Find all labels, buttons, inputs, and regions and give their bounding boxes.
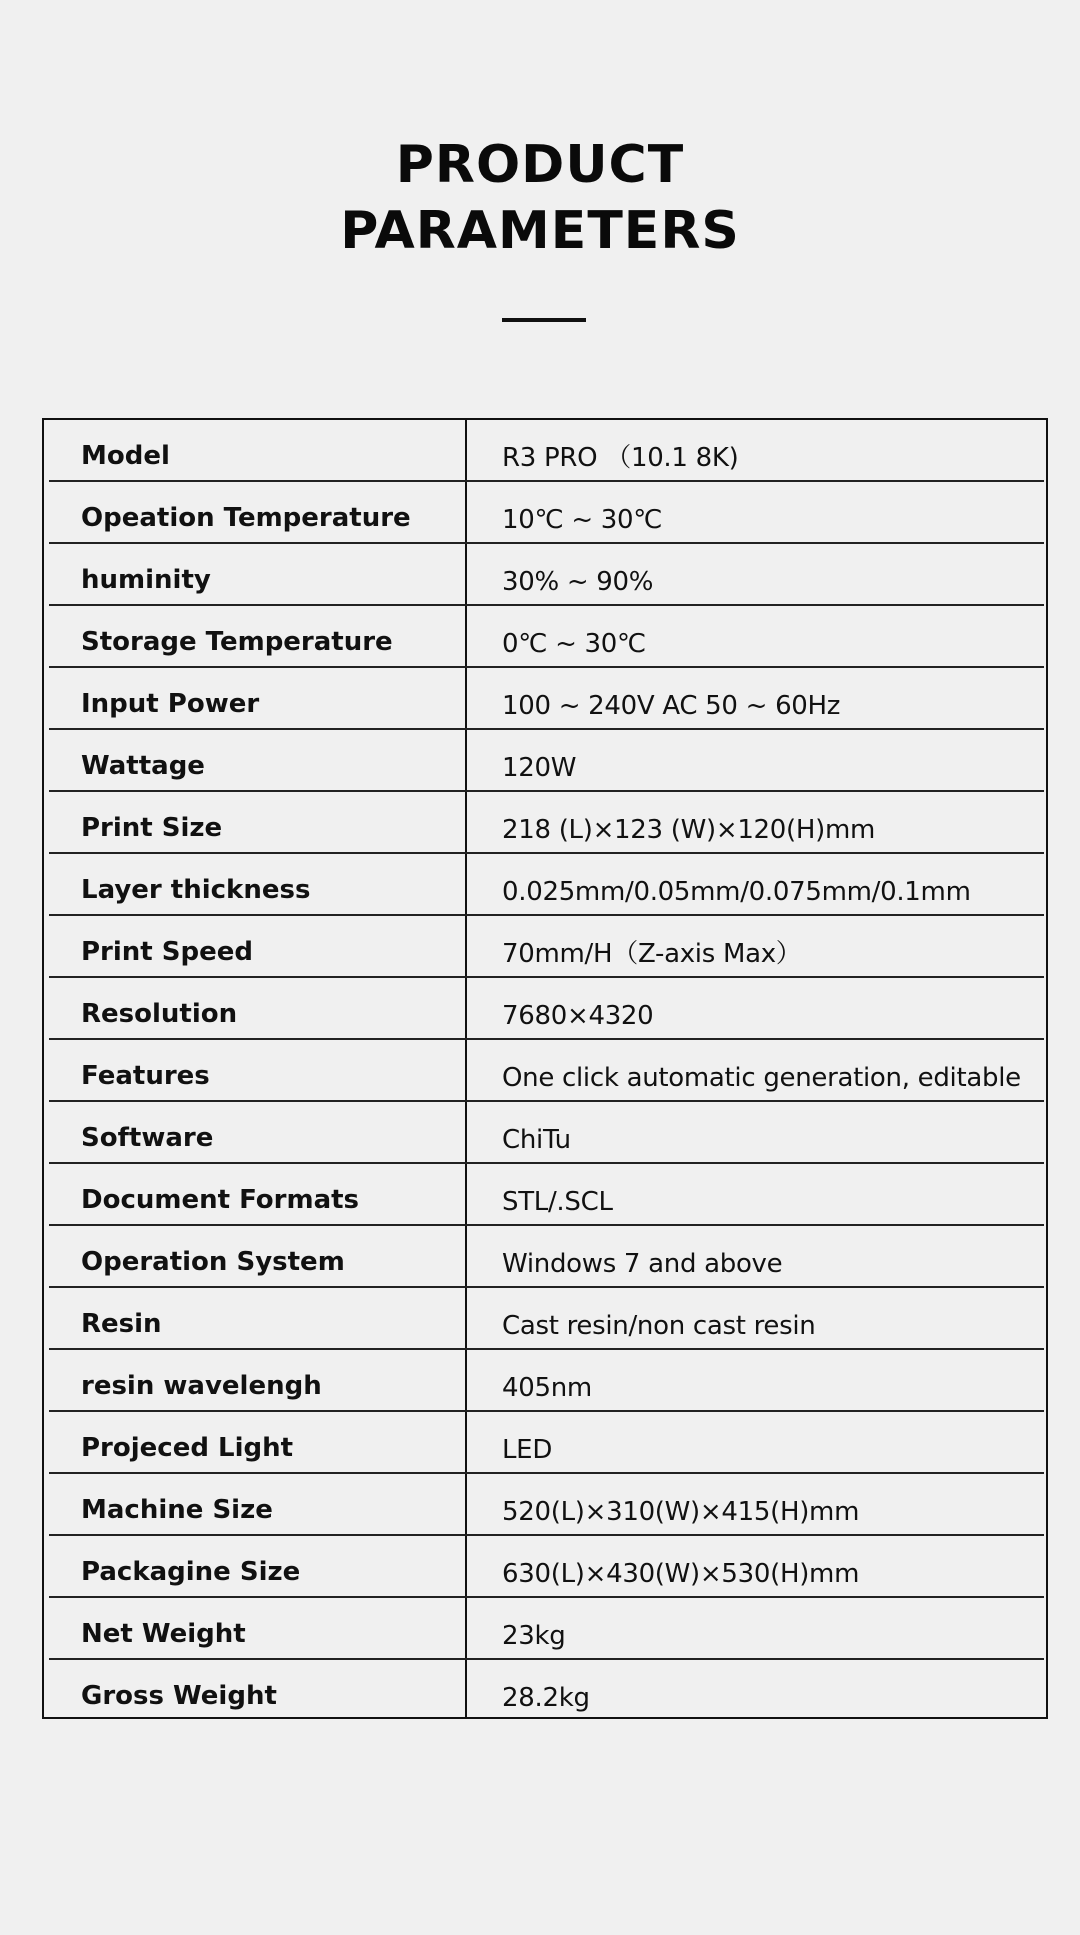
spec-value: 10℃ ~ 30℃ xyxy=(502,505,663,535)
spec-label: Storage Temperature xyxy=(81,627,393,657)
spec-value: R3 PRO （10.1 8K) xyxy=(502,443,739,473)
spec-table xyxy=(42,418,1048,1719)
spec-value: 70mm/H（Z-axis Max） xyxy=(502,939,802,969)
spec-row-features xyxy=(49,1040,1044,1102)
spec-row-input-power xyxy=(49,668,1044,730)
spec-row-projected-light xyxy=(49,1412,1044,1474)
spec-row-packaging-size xyxy=(49,1536,1044,1598)
spec-row-net-weight xyxy=(49,1598,1044,1660)
spec-label: huminity xyxy=(81,565,211,595)
spec-label: Projeced Light xyxy=(81,1433,294,1463)
page-title-line-2: PARAMETERS xyxy=(340,201,740,261)
spec-row-operation-system xyxy=(49,1226,1044,1288)
spec-value: 120W xyxy=(502,753,577,783)
spec-value: STL/.SCL xyxy=(502,1187,613,1217)
spec-label: Features xyxy=(81,1061,210,1091)
spec-label: Resolution xyxy=(81,999,238,1029)
spec-label: Net Weight xyxy=(81,1619,246,1649)
spec-label: Gross Weight xyxy=(81,1681,277,1711)
spec-row-software xyxy=(49,1102,1044,1164)
spec-value: Cast resin/non cast resin xyxy=(502,1311,816,1341)
spec-label: Layer thickness xyxy=(81,875,311,905)
spec-value: 630(L)×430(W)×530(H)mm xyxy=(502,1559,860,1589)
spec-label: Wattage xyxy=(81,751,205,781)
spec-row-storage-temperature xyxy=(49,606,1044,668)
spec-row-layer-thickness xyxy=(49,854,1044,916)
spec-value: 100 ~ 240V AC 50 ~ 60Hz xyxy=(502,691,841,721)
spec-label: Model xyxy=(81,441,170,471)
spec-value: 28.2kg xyxy=(502,1683,590,1713)
spec-label: Packagine Size xyxy=(81,1557,301,1587)
spec-value: Windows 7 and above xyxy=(502,1249,783,1279)
spec-value: One click automatic generation, editable xyxy=(502,1063,1021,1093)
spec-label: Opeation Temperature xyxy=(81,503,411,533)
spec-row-document-formats xyxy=(49,1164,1044,1226)
page-title xyxy=(0,132,1080,264)
spec-value: 23kg xyxy=(502,1621,566,1651)
spec-row-gross-weight xyxy=(49,1660,1044,1722)
spec-row-machine-size xyxy=(49,1474,1044,1536)
spec-value: 0.025mm/0.05mm/0.075mm/0.1mm xyxy=(502,877,971,907)
spec-row-wattage xyxy=(49,730,1044,792)
spec-label: Print Size xyxy=(81,813,223,843)
spec-row-print-speed xyxy=(49,916,1044,978)
page-title-line-1: PRODUCT xyxy=(395,135,685,195)
spec-value: ChiTu xyxy=(502,1125,571,1155)
spec-value: 0℃ ~ 30℃ xyxy=(502,629,646,659)
spec-row-print-size xyxy=(49,792,1044,854)
spec-row-humidity xyxy=(49,544,1044,606)
spec-label: resin wavelengh xyxy=(81,1371,322,1401)
spec-label: Software xyxy=(81,1123,214,1153)
spec-value: LED xyxy=(502,1435,553,1465)
spec-value: 7680×4320 xyxy=(502,1001,654,1031)
spec-label: Resin xyxy=(81,1309,162,1339)
spec-value: 405nm xyxy=(502,1373,592,1403)
spec-value: 218 (L)×123 (W)×120(H)mm xyxy=(502,815,876,845)
spec-label: Machine Size xyxy=(81,1495,273,1525)
spec-row-resolution xyxy=(49,978,1044,1040)
spec-value: 30% ~ 90% xyxy=(502,567,654,597)
title-underline xyxy=(502,318,586,322)
spec-row-operation-temperature xyxy=(49,482,1044,544)
spec-label: Operation System xyxy=(81,1247,345,1277)
spec-label: Document Formats xyxy=(81,1185,360,1215)
spec-label: Input Power xyxy=(81,689,260,719)
spec-row-resin-wavelength xyxy=(49,1350,1044,1412)
spec-row-resin xyxy=(49,1288,1044,1350)
spec-row-model xyxy=(49,420,1044,482)
spec-value: 520(L)×310(W)×415(H)mm xyxy=(502,1497,860,1527)
spec-label: Print Speed xyxy=(81,937,253,967)
